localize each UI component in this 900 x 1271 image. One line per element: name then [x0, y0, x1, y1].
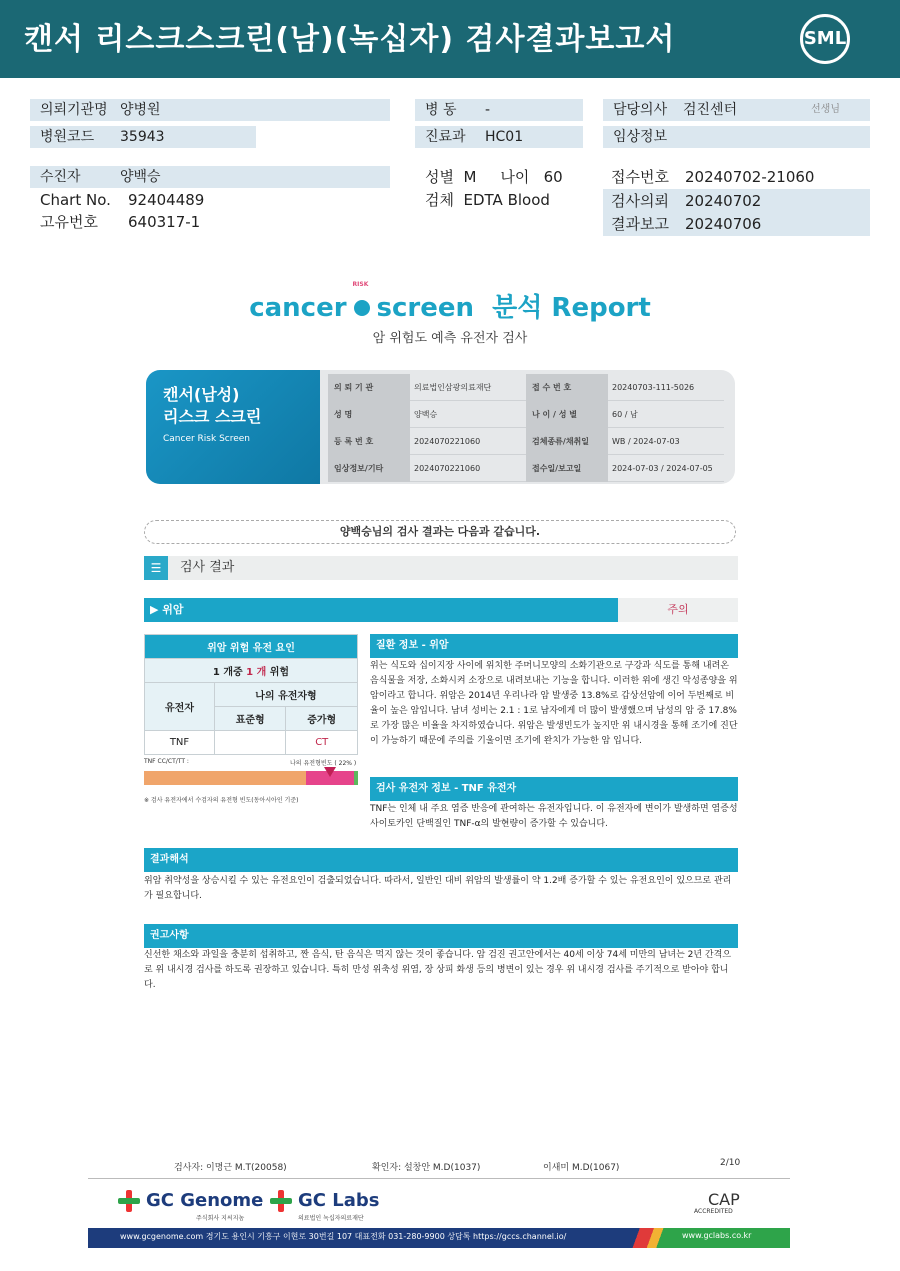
standard-header: 표준형 — [215, 707, 286, 731]
gene-info-title: 검사 유전자 정보 - TNF 유전자 — [370, 777, 738, 801]
ward-row: 병 동 - — [415, 99, 583, 121]
disease-info-text: 위는 식도와 십이지장 사이에 위치한 주머니모양의 소화기관으로 구강과 식도를 통해 내려온 음식물을 저장, 소화시켜 소장으로 내려보내는 기능을 합니다. 이러한 위에 생긴 악성종양을 위암이라고 합니다. 위암은 2014년 우리나라 암 발생중 13.8%로 갑상선암에 이어 두번째로 비율이 높은 암입니다. 남녀 성비는 2.1 : 1로 남자에게 더 많이 발생했으며 남성의 암 중 17.8%로 가장 많은 비율을 차지하였습니다. 위암은 발생빈도가 높지만 위 내시경을 통해 조기에 진단이 가능하기 때문에 주의를 기울이면 조기에 완치가 가능한 암 입니다. — [370, 661, 738, 746]
report-row: 결과보고 20240706 — [611, 215, 762, 233]
sml-logo: SML — [800, 14, 850, 64]
result-intro: 양백승님의 검사 결과는 다음과 같습니다. — [144, 520, 736, 544]
footer-contact: www.gcgenome.com 경기도 용인시 기흥구 이현로 30번길 107 대표전화 031-280-9900 상담톡 https://gccs.channel.io/ — [120, 1232, 567, 1241]
interpretation-text: 위암 취약성을 상승시킬 수 있는 유전요인이 검출되었습니다. 따라서, 일반인 대비 위암의 발생률이 약 1.2배 증가할 수 있는 유전요인이 있으므로 관리가 필요합니다. — [144, 876, 732, 901]
confirmer2-signature: 이새미 M.D(1067) — [543, 1163, 620, 1173]
gc-labs-logo-icon — [270, 1190, 292, 1212]
gc-genome-logo: GC Genome — [146, 1190, 264, 1211]
gauge-left-label: TNF CC/CT/TT : — [144, 758, 189, 765]
card-table — [328, 374, 724, 482]
doctor-row: 담당의사 검진센터 선생님 — [603, 99, 870, 121]
gauge-note: ※ 검사 유전자에서 수검자의 유전형 빈도(동아시아인 기준) — [144, 797, 299, 804]
specimen-row: 검체 EDTA Blood — [425, 191, 550, 209]
status-badge: 주의 — [618, 598, 738, 622]
gene-column-header: 유전자 — [145, 683, 215, 731]
uid-label: 고유번호 — [40, 213, 98, 231]
footer-website: www.gclabs.co.kr — [682, 1231, 752, 1240]
risk-count: 1 개중 1 개 위험 — [145, 659, 358, 683]
section-title: 검사 결과 — [180, 560, 235, 575]
increase-header: 증가형 — [286, 707, 358, 731]
disease-info-title: 질환 정보 - 위암 — [370, 634, 738, 658]
dept-row: 진료과 HC01 — [415, 126, 583, 148]
page-title: 캔서 리스크스크린(남)(녹십자) 검사결과보고서 — [24, 22, 676, 57]
code-row: 병원코드 35943 — [30, 126, 256, 148]
result-icon: ☰ — [144, 556, 168, 580]
card-row: 임상정보/기타 2024070221060 접수일/보고일 2024-07-03 / 2024-07-05 — [328, 455, 724, 482]
confirmer-signature: 확인자: 설창안 M.D(1037) — [372, 1163, 481, 1173]
request-row: 검사의뢰 20240702 — [611, 192, 762, 210]
gc-genome-logo-icon — [118, 1190, 140, 1212]
gene-info-text: TNF는 인체 내 주요 염증 반응에 관여하는 유전자입니다. 이 유전자에 변이가 발생하면 염증성 사이토카인 단백질인 TNF-α의 발현량이 증가할 수 있습니다. — [370, 804, 738, 829]
sex-age-row: 성별 M 나이 60 — [425, 168, 563, 186]
card-row: 성 명 양백승 나 이 / 성 별 60 / 남 — [328, 401, 724, 428]
gauge-marker — [324, 767, 336, 777]
gauge-end-segment — [354, 771, 358, 785]
gc-genome-sub: 주식회사 지씨지놈 — [196, 1215, 245, 1222]
tester-signature: 검사자: 이명근 M.T(20058) — [174, 1163, 287, 1173]
gc-labs-sub: 의료법인 녹십자의료재단 — [298, 1215, 364, 1222]
cap-accredited: ACCREDITED — [694, 1208, 733, 1215]
recommend-title: 권고사항 — [144, 924, 738, 948]
summary-card — [146, 370, 735, 484]
chart-label: Chart No. — [40, 191, 111, 209]
uid-value: 640317-1 — [128, 213, 201, 231]
patient-row: 수진자 양백승 — [30, 166, 390, 188]
card-title-en: Cancer Risk Screen — [163, 434, 251, 444]
risk-table — [144, 634, 358, 755]
gene-name: TNF — [145, 731, 215, 755]
chart-value: 92404489 — [128, 191, 205, 209]
card-title: 캔서(남성) 리스크 스크린 — [163, 385, 262, 426]
card-row: 의 뢰 기 관 의료법인삼광의료재단 접 수 번 호 20240703-111-5026 — [328, 374, 724, 401]
my-genotype-header: 나의 유전자형 — [215, 683, 358, 707]
risk-table-title: 위암 위험 유전 요인 — [145, 635, 358, 659]
page-number: 2/10 — [720, 1158, 741, 1168]
footer-divider — [88, 1178, 790, 1179]
inst-row: 의뢰기관명 양병원 — [30, 99, 390, 121]
gc-labs-logo: GC Labs — [298, 1190, 380, 1211]
report-subtitle: 암 위험도 예측 유전자 검사 — [372, 331, 528, 346]
stomach-cancer-bar: ▶ 위암 — [144, 598, 618, 622]
increase-value: CT — [286, 731, 358, 755]
cancer-screen-logo: cancer RISK screen 분석 Report — [249, 281, 651, 323]
cap-logo: CAP — [708, 1190, 740, 1209]
recommend-text: 신선한 채소와 과일을 충분히 섭취하고, 짠 음식, 탄 음식은 먹지 않는 것이 좋습니다. 암 검진 권고안에서는 40세 이상 74세 미만의 남녀는 2년 간격으로 위 내시경 검사를 하도록 권장하고 있습니다. 특히 만성 위축성 위염, 장 상피 화생 등의 병변이 있는 경우 위 내시경 검사를 주기적으로 받아야 합니다. — [144, 950, 732, 990]
clinical-row: 임상정보 — [603, 126, 870, 148]
receipt-row: 접수번호 20240702-21060 — [611, 168, 815, 186]
gauge-right-label: 나의 유전형빈도 ( 22% ) — [290, 760, 357, 767]
card-row: 등 록 번 호 2024070221060 검체종류/채취일 WB / 2024-07-03 — [328, 428, 724, 455]
interpretation-title: 결과해석 — [144, 848, 738, 872]
footer-stripe — [628, 1228, 668, 1248]
standard-value — [215, 731, 286, 755]
